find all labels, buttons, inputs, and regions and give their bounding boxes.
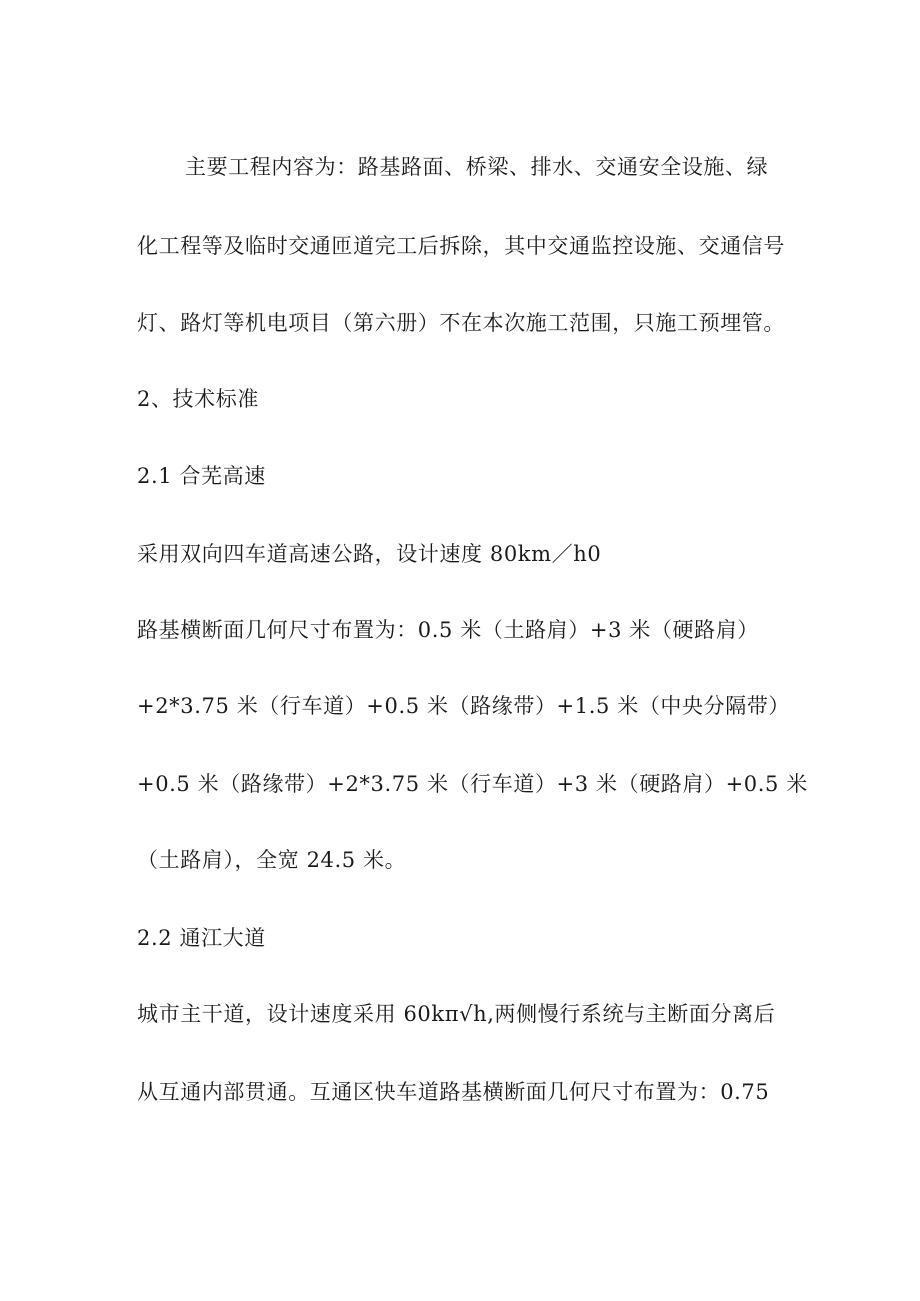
paragraph-line: 灯、路灯等机电项目（第六册）不在本次施工范围，只施工预埋管。 bbox=[137, 311, 785, 335]
paragraph-line: 采用双向四车道高速公路，设计速度 80km／h0 bbox=[137, 542, 602, 566]
paragraph-line: 从互通内部贯通。互通区快车道路基横断面几何尺寸布置为：0.75 bbox=[137, 1080, 770, 1104]
paragraph-line: （土路肩），全宽 24.5 米。 bbox=[137, 848, 407, 872]
paragraph-line: 路基横断面几何尺寸布置为：0.5 米（土路肩）+3 米（硬路肩） bbox=[137, 618, 759, 642]
paragraph-line: 化工程等及临时交通匝道完工后拆除，其中交通监控设施、交通信号 bbox=[137, 234, 785, 258]
paragraph-line: 城市主干道，设计速度采用 60kπ√h,两侧慢行系统与主断面分离后 bbox=[137, 1002, 776, 1026]
paragraph-line: +2*3.75 米（行车道）+0.5 米（路缘带）+1.5 米（中央分隔带） bbox=[137, 694, 791, 718]
paragraph-line: +0.5 米（路缘带）+2*3.75 米（行车道）+3 米（硬路肩）+0.5 米 bbox=[137, 772, 808, 796]
subsection-heading: 2.1 合芜高速 bbox=[137, 464, 266, 488]
subsection-heading: 2.2 通江大道 bbox=[137, 926, 266, 950]
paragraph-line: 主要工程内容为：路基路面、桥梁、排水、交通安全设施、绿 bbox=[185, 155, 769, 179]
section-heading: 2、技术标准 bbox=[137, 387, 259, 411]
